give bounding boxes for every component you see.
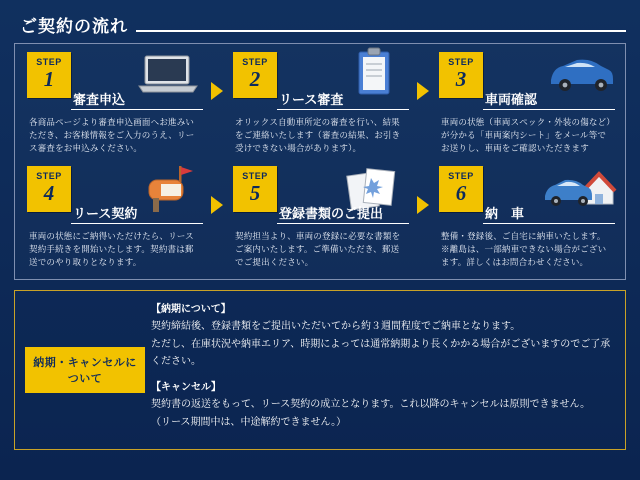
step-title-2: リース審査 <box>279 92 344 107</box>
notes-heading-cancel: 【キャンセル】 <box>151 381 221 393</box>
step-number-6: 6 <box>455 181 467 206</box>
mailbox-icon <box>131 160 205 216</box>
step-header-2 <box>227 52 413 110</box>
step-title-5: 登録書類のご提出 <box>279 206 384 222</box>
rows-gap <box>21 154 619 166</box>
step-badge-label-2: STEP <box>242 57 268 67</box>
step-number-1: 1 <box>43 67 55 91</box>
page-title: ご契約の流れ <box>20 17 128 36</box>
step-title-6: 納 車 <box>485 206 525 222</box>
step-body-1: 各商品ページより審査申込画面へお進みいただき、お客様情報をご入力のうえ、リース審査をお申込みください。 <box>29 117 195 153</box>
step-header-4 <box>21 166 207 224</box>
step-badge-1 <box>27 52 71 98</box>
notes-panel <box>14 290 626 451</box>
title-divider <box>136 30 626 32</box>
page-title-row <box>14 10 626 43</box>
step-header-5 <box>227 166 413 224</box>
step-number-2: 2 <box>249 67 261 91</box>
step-card-1 <box>21 52 207 154</box>
step-divider-5 <box>277 223 409 224</box>
car-house-icon <box>543 160 617 216</box>
step-badge-label-6: STEP <box>448 171 474 182</box>
step-divider-3 <box>483 109 615 110</box>
laptop-icon <box>131 46 205 102</box>
step-title-4: リース契約 <box>73 206 138 222</box>
step-number-4: 4 <box>43 181 55 206</box>
clipboard-icon <box>337 46 411 102</box>
step-divider-4 <box>71 223 203 224</box>
notes-block-cancel <box>151 379 617 432</box>
step-badge-3 <box>439 52 483 98</box>
step-body-4: 車両の状態にご納得いただけたら、リース契約手続きを開始いたします。契約書は郵送でのやり取りとなります。 <box>29 231 194 267</box>
step-badge-label-5: STEP <box>242 171 268 182</box>
step-divider-1 <box>71 109 203 110</box>
step-badge-5 <box>233 166 277 212</box>
step-body-5: 契約担当より、車両の登録に必要な書類をご案内いたします。ご準備いただき、郵送でご提出ください。 <box>235 231 401 267</box>
steps-row-1 <box>21 52 619 154</box>
step-card-4 <box>21 166 207 268</box>
step-number-5: 5 <box>249 181 261 206</box>
step-number-3: 3 <box>455 67 467 91</box>
step-card-6 <box>433 166 619 268</box>
step-card-5 <box>227 166 413 268</box>
notes-body <box>147 301 617 440</box>
car-blue-icon <box>543 46 617 102</box>
notes-line-delivery-2: ただし、在庫状況や納車エリア、時期によっては通常納期より長くかかる場合がございますのでご了承ください。 <box>151 338 611 367</box>
notes-line-delivery-1: 契約締結後、登録書類をご提出いただいてから約３週間程度でご納車となります。 <box>151 321 521 332</box>
notes-tag <box>23 301 147 440</box>
step-divider-6 <box>483 223 615 224</box>
step-header-6 <box>433 166 619 224</box>
notes-heading-delivery: 【納期について】 <box>151 303 231 315</box>
steps-row-2 <box>21 166 619 268</box>
notes-line-cancel-1: 契約書の返送をもって、リース契約の成立となります。これ以降のキャンセルは原則できません。 <box>151 399 591 410</box>
step-body-6: 整備・登録後、ご自宅に納車いたします。※離島は、一部納車できない場合がございます。詳しくはお問合わせください。 <box>441 231 607 267</box>
step-body-3: 車両の状態（車両スペック・外装の傷など）が分かる「車両案内シート」をメール等でお送りし、車両をご確認いただきます <box>441 117 611 153</box>
step-title-1: 審査申込 <box>73 92 126 107</box>
notes-tag-label: 納期・キャンセルについて <box>25 347 145 393</box>
step-body-2: オリックス自動車所定の審査を行い、結果をご連絡いたします（審査の結果、お引き受けできない場合があります）。 <box>235 117 401 153</box>
step-badge-label-3: STEP <box>448 57 474 67</box>
notes-block-delivery <box>151 301 617 371</box>
step-card-2 <box>227 52 413 154</box>
arrow-1-to-2 <box>208 82 226 100</box>
arrow-5-to-6 <box>414 196 432 214</box>
step-badge-2 <box>233 52 277 98</box>
step-card-3 <box>433 52 619 154</box>
step-header-3 <box>433 52 619 110</box>
step-divider-2 <box>277 109 409 110</box>
step-badge-label-4: STEP <box>36 171 62 182</box>
arrow-4-to-5 <box>208 196 226 214</box>
step-badge-4 <box>27 166 71 212</box>
step-badge-6 <box>439 166 483 212</box>
arrow-2-to-3 <box>414 82 432 100</box>
steps-panel <box>14 43 626 280</box>
step-badge-label-1: STEP <box>36 57 62 67</box>
step-header-1 <box>21 52 207 110</box>
step-title-3: 車両確認 <box>485 92 538 107</box>
notes-line-cancel-2: （リース期間中は、中途解約できません。） <box>151 416 347 428</box>
